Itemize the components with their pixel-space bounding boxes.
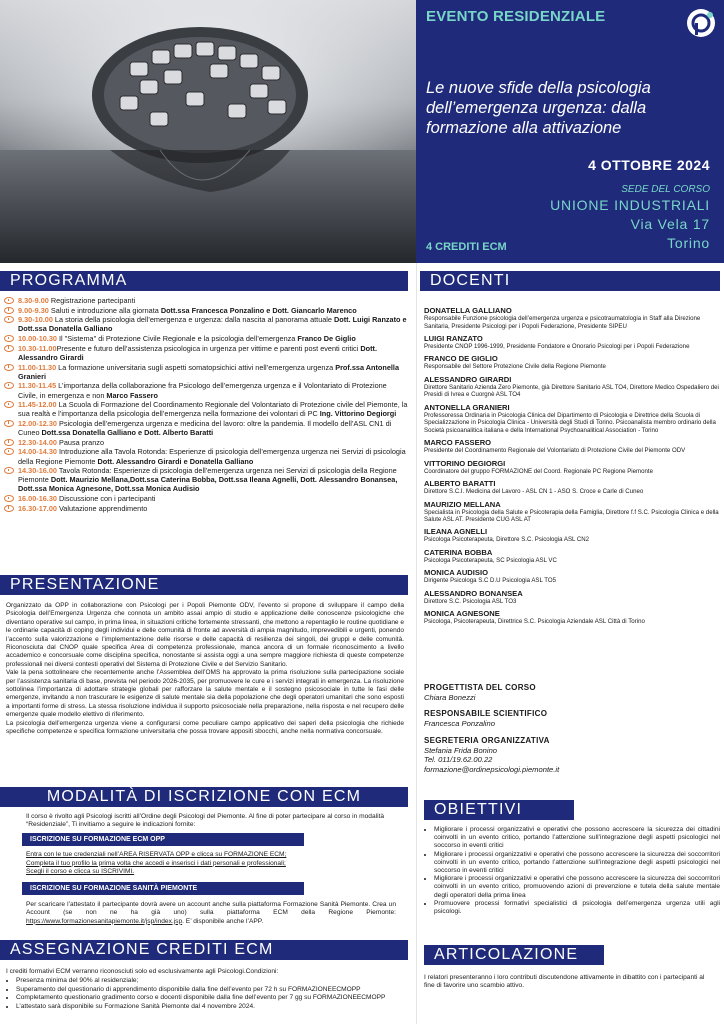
sanita-text: Per scaricare l’attestato il partecipante dovrà avere un account anche sulla piattaforma Formazione Sanità Piemonte. Crea un Account (se non ne ha già uno) sulla piattaforma ECM della Regione Piemonte: (26, 901, 396, 917)
programma-text (18, 504, 147, 513)
docente-entry (424, 306, 720, 330)
docente-role: Coordinatore del gruppo FORMAZIONE del Coord. Regionale PC Regione Piemonte (424, 467, 653, 475)
programma-topic: Pausa pranzo (56, 437, 105, 447)
progettista-name: Chiara Bonezzi (424, 693, 476, 702)
programma-text (18, 466, 408, 493)
docente-entry (424, 609, 720, 626)
programma-text (18, 419, 408, 437)
venue-city: Torino (667, 235, 710, 251)
docenti-heading: DOCENTI (420, 271, 720, 291)
programma-item (4, 296, 408, 305)
programma-item (4, 363, 408, 381)
programma-text (18, 306, 357, 315)
programma-text (18, 381, 408, 399)
programma-time: 16.00-16.30 (18, 494, 57, 504)
programma-item (4, 400, 408, 418)
docente-name: ALESSANDRO GIRARDI (424, 374, 512, 384)
programma-item (4, 447, 408, 465)
programma-time: 12.30-14.00 (18, 437, 57, 447)
programma-item (4, 494, 408, 503)
programma-item (4, 438, 408, 447)
docente-name: MONICA AUDISIO (424, 568, 488, 578)
hero-image (0, 0, 416, 263)
responsabile-label: RESPONSABILE SCIENTIFICO (424, 709, 548, 719)
hero-panel (416, 0, 724, 263)
programma-topic: La Scuola di Formazione del Coordinamento Regionale del Volontariato di Protezione civile del Piemonte, la sua realtà e l’importanza della psicologia dell’emergenza nella formazione dei volontari di PC (18, 400, 408, 419)
programma-topic: Introduzione alla Tavola Rotonda: Esperienze di psicologia dell’emergenza urgenza nei Servizi di psicologia della Regione Piemonte (18, 447, 406, 466)
docente-name: VITTORINO DEGIORGI (424, 458, 506, 468)
docente-role: Specialista in Psicologia della Salute e Psicoterapia della Famiglia, Direttore f.f S.C. Psicologia Clinica e della Salute ASL AT. Presidente CUG ASL AT (424, 508, 719, 524)
programma-text (18, 363, 408, 381)
clock-icon (4, 382, 14, 389)
docente-role: Presidente CNOP 1996-1999, Presidente Fondatore e Onorario Psicologi per i Popoli Federazione (424, 342, 690, 350)
programma-time: 10.00-10.30 (18, 334, 57, 344)
clock-icon (4, 439, 14, 446)
programma-speakers: Franco De Giglio (297, 334, 356, 344)
clock-icon (4, 420, 14, 427)
programma-topic: Presente e futuro dell’assistenza psicologica in urgenza per vittime e parenti post eventi critici (56, 343, 361, 353)
programma-topic: La storia della psicologia dell’emergenza e urgenza: dalla nascita al panorama attuale (52, 315, 335, 325)
docente-name: ALBERTO BARATTI (424, 479, 496, 489)
programma-text (18, 315, 408, 333)
docente-entry (424, 568, 720, 585)
programma-topic: Discussione con i partecipanti (56, 494, 156, 504)
programma-item (4, 466, 408, 493)
programma-time: 14.00-14.30 (18, 447, 57, 457)
programma-speakers: Dott. Luigi Ranzato e Dott.ssa Donatella Galliano (18, 315, 407, 334)
programma-time: 11.45-12.00 (18, 400, 57, 410)
programma-topic: Registrazione partecipanti (48, 296, 136, 305)
clock-icon (4, 307, 14, 314)
programma-topic: L’importanza della collaborazione fra Psicologo dell’emergenza urgenza e il Volontariato di Protezione Civile, in emergenza e non (18, 381, 387, 400)
docente-entry (424, 438, 720, 455)
docente-role: Psicologa, Psicoterapeuta, Direttrice S.C. Psicologia Aziendale ASL Città di Torino (424, 618, 645, 626)
docenti-list (424, 306, 720, 629)
programma-speakers: Dott. Alessandro Girardi (18, 343, 377, 362)
docente-entry (424, 334, 720, 351)
docente-role: Professoressa Ordinaria in Psicologia Clinica del Dipartimento di Psicologia e Direttrice della Scuola di Specializzazione in Psicologia Clinica - Università degli Studi di Torino. Psicoanalista membro ordinario della Società psicoanalitica italiana e della International Psychoanalitical Association - Torino (424, 411, 716, 434)
programma-speakers: Dott.ssa Donatella Galliano e Dott. Alberto Baratti (41, 428, 214, 438)
opp-step-link[interactable]: Entra con le tue credenziali nell’AREA RISERVATA OPP e clicca su FORMAZIONE ECM; (26, 851, 287, 858)
credits-label: 4 CREDITI ECM (426, 241, 507, 253)
programma-speakers: Marco Fassero (106, 390, 158, 400)
docente-role: Presidente del Coordinamento Regionale del Volontariato di Protezione Civile del Piemonte ODV (424, 447, 686, 455)
docente-role: Responsabile del Settore Protezione Civile della Regione Piemonte (424, 363, 606, 371)
clock-icon (4, 401, 14, 408)
docente-name: CATERINA BOBBA (424, 547, 493, 557)
segreteria-name: Stefania Frida Bonino (424, 745, 498, 755)
opp-logo-icon (686, 8, 716, 38)
docente-role: Direttore S.C.I. Medicina del Lavoro - ASL CN 1 - ASO S. Croce e Carle di Cuneo (424, 488, 644, 496)
opp-registration-bar: ISCRIZIONE SU FORMAZIONE ECM OPP (22, 833, 304, 846)
obiettivo-item: • Migliorare i processi organizzativi e operativi che possono accrescere la sicurezza dei soccorritori coinvolti in un evento critico, portando l’attenzione sull’integrazione degli aspetti psicologici nel soccorso in eventi critici (434, 851, 720, 876)
programma-time: 9.30-10.00 (18, 315, 53, 325)
docente-entry (424, 527, 720, 544)
obiettivi-heading: OBIETTIVI (424, 800, 574, 820)
programma-item (4, 344, 408, 362)
articolazione-heading: ARTICOLAZIONE (424, 945, 604, 965)
crediti-intro: I crediti formativi ECM verranno riconosciuti solo ed esclusivamente agli Psicologi.Condizioni: (6, 968, 279, 975)
programma-time: 14.30-16.00 (18, 466, 57, 476)
docente-entry (424, 403, 720, 435)
opp-step-link[interactable]: Completa il tuo profilo la prima volta che accedi e inserisci i dati personali e professionali; (26, 859, 286, 867)
programma-time: 11.00-11.30 (18, 362, 57, 372)
presentazione-paragraph: La psicologia dell’emergenza urgenza viene a configurarsi come peculiare campo applicativo dei saperi della psicologia che richiede specifiche competenze e specifica formazione universitaria che possa trovare appositi sbocchi, anche nella normativa concorsuale. (6, 719, 404, 736)
programma-text (18, 334, 356, 343)
programma-text (18, 438, 104, 447)
clock-icon (4, 297, 14, 304)
segreteria-label: SEGRETERIA ORGANIZZATIVA (424, 735, 550, 745)
programma-heading: PROGRAMMA (0, 271, 408, 291)
clock-icon (4, 335, 14, 342)
programma-item (4, 334, 408, 343)
presentazione-heading: PRESENTAZIONE (0, 575, 408, 595)
presentazione-paragraph: Organizzato da OPP in collaborazione con Psicologi per i Popoli Piemonte ODV, l’evento si propone di sviluppare il campo della Psicologia dell’Emergenza Urgenza che connota un ambito assai ampio di studio e applicazione delle conoscenze psicologiche che diventano operative sul campo, in prima linea, in situazioni critiche fortemente stressanti, che mettono a repentaglio le routine quotidiane e le ordinarie capacità di coping degli individui e delle comunità di fronte ad avversità di ampia magnitudo, imprevedibili e urgenti, ponendo l’accento sulla valorizzazione e l’implementazione delle risorse e delle capacità di resilienza dei singoli, dei gruppi e delle comunità. Riconosciuta dal CNOP quale specifica Area di competenza professionale, manca ancora di un formale riconoscimento a livello accademico e concorsuale come disciplina specifica, nonostante si assista oggi a una sempre maggiore richiesta di queste competenze professionali nei diversi contesti operativi del Sistema di Protezione Civile e del Servizio Sanitario. (6, 602, 404, 668)
docente-entry (424, 459, 720, 476)
docente-name: ANTONELLA GRANIERI (424, 402, 510, 412)
column-divider (416, 263, 417, 1024)
docente-entry (424, 354, 720, 371)
programma-topic: Il "Sistema" di Protezione Civile Regionale e la psicologia dell’emergenza (56, 334, 298, 344)
venue-street: Via Vela 17 (630, 216, 710, 232)
event-type-label: EVENTO RESIDENZIALE (426, 8, 606, 25)
programma-topic: La formazione universitaria sugli aspetti somatopsichici attivi nell’emergenza urgenza (56, 362, 336, 372)
docente-role: Dirigente Psicologa S.C D.U Psicologia ASL TO5 (424, 577, 556, 585)
programma-text (18, 344, 408, 362)
staff-block (424, 683, 720, 774)
crediti-condition: • Completamento questionario gradimento corso e docenti disponibile dalla fine dell’evento per 7 gg su FORMAZIONEECMOPP (16, 994, 404, 1002)
opp-step-link[interactable]: Scegli il corso e clicca su ISCRIVIMI. (26, 868, 135, 876)
obiettivi-list (424, 826, 720, 916)
venue-label: SEDE DEL CORSO (621, 184, 710, 195)
docente-role: Psicologa Psicoterapeuta, SC Psicologia ASL VC (424, 556, 557, 564)
docente-name: FRANCO DE GIGLIO (424, 354, 498, 364)
crediti-conditions (16, 977, 404, 1011)
programma-topic: Psicologia dell’emergenza urgenza e medicina del lavoro: oltre la pandemia. Il modello dell’ASL CN1 di Cuneo (18, 418, 392, 438)
programma-text (18, 400, 408, 418)
docente-name: MARCO FASSERO (424, 438, 492, 448)
docente-entry (424, 500, 720, 524)
docente-role: Direttore S.C. Psicologia ASL TO3 (424, 597, 517, 605)
docente-entry (424, 589, 720, 606)
programma-speakers: Dott.ssa Francesca Ponzalino e Dott. Giancarlo Marenco (160, 305, 357, 315)
docente-entry (424, 548, 720, 565)
programma-topic: Valutazione apprendimento (56, 503, 148, 513)
programma-list (4, 296, 408, 513)
responsabile-name: Francesca Ponzalino (424, 719, 495, 729)
programma-time: 16.30-17.00 (18, 503, 57, 513)
clock-icon (4, 345, 14, 352)
programma-time: 8.30-9.00 (18, 296, 49, 305)
clock-icon (4, 505, 14, 512)
clock-icon (4, 448, 14, 455)
programma-time: 11.30-11.45 (18, 381, 57, 391)
sanita-instructions (26, 901, 396, 926)
docente-name: ILEANA AGNELLI (424, 527, 488, 537)
docente-name: LUIGI RANZATO (424, 333, 483, 343)
obiettivo-item: • Migliorare i processi organizzativi e operativi che possono accrescere la sicurezza dei soccorritori coinvolti in un evento critico, promuovendo azioni di prevenzione e tutela della salute mentale degli operatori della prima linea (434, 875, 720, 900)
crediti-condition: • Superamento del questionario di apprendimento disponibile dalla fine dell’evento per 72 h su FORMAZIONEECMOPP (16, 986, 404, 994)
programma-item (4, 381, 408, 399)
presentazione-paragraph: Vale la pena sottolineare che recentemente anche l’Assemblea dell’OMS ha approvato la prima risoluzione sulla partecipazione sociale per l’assistenza sanitaria di base, prevista nel periodo 2026-2035, per promuovere le cure e i servizi integrati in emergenza. La risoluzione sottolinea l’importanza di adottare strategie globali per rafforzare la salute mentale e il sostegno psicosociale in tutte le fasi delle emergenze, invitando a non trascurare le esigenze di salute mentale sia della popolazione che degli operatori umanitari che sono esposti a importanti forme di stress. La stessa risoluzione individua il supporto psicosociale nella preparazione, nella risposta e nel recupero delle emergenze quale modello elettivo di riferimento. (6, 669, 404, 719)
programma-item (4, 504, 408, 513)
crediti-condition: • L’attestato sarà disponibile su Formazione Sanità Piemonte dal 4 novembre 2024. (16, 1003, 404, 1011)
programma-item (4, 419, 408, 437)
programma-speakers: Ing. Vittorino Degiorgi (319, 409, 397, 419)
clock-icon (4, 364, 14, 371)
segreteria-email[interactable]: formazione@ordinepsicologi.piemonte.it (424, 764, 560, 774)
obiettivo-item: • Promuovere processi formativi specialistici di psicologia dell’emergenza urgenza utili agli psicologi. (434, 900, 720, 916)
programma-item (4, 315, 408, 333)
articolazione-text: I relatori presenteranno i loro contributi discutendone attivamente in dibattito con i partecipanti al fine di favorire uno scambio attivo. (424, 974, 705, 990)
clock-icon (4, 495, 14, 502)
brain-puzzle-illustration (0, 0, 416, 263)
programma-text (18, 447, 408, 465)
sanita-tail: . E’ disponibile anche l’APP. (182, 917, 264, 925)
modalita-heading: MODALITÀ DI ISCRIZIONE CON ECM (0, 787, 408, 807)
programma-time: 10.30-11.00 (18, 343, 57, 353)
presentazione-body (6, 602, 404, 737)
docente-entry (424, 479, 720, 496)
event-date: 4 OTTOBRE 2024 (588, 157, 710, 173)
programma-speakers: Dott. Maurizio Mellana,Dott.ssa Caterina Bobba, Dott.ssa Ileana Agnelli, Dott. Alessandro Bonansea, Dott.ssa Monica Agnesone, Dott.ssa Monica Audisio (18, 475, 398, 494)
docente-name: DONATELLA GALLIANO (424, 306, 512, 315)
modalita-intro: Il corso è rivolto agli Psicologi iscritti all’Ordine degli Psicologi del Piemonte. Al fine di poter partecipare al corso in modalità “Residenziale”, Ti invitiamo a seguire le indicazioni fornite: (26, 813, 385, 829)
sanita-registration-bar: ISCRIZIONE SU FORMAZIONE SANITÀ PIEMONTE (22, 882, 304, 895)
docente-entry (424, 375, 720, 399)
clock-icon (4, 316, 14, 323)
programma-text (18, 296, 135, 305)
docente-role: Responsabile Funzione psicologia dell’emergenza urgenza e psicotraumatologia in Staff alla Direzione Sanitaria, Presidente Psicologi per i Popoli Federazione, Presidente SIPEU (424, 315, 701, 330)
docente-name: ALESSANDRO BONANSEA (424, 588, 523, 598)
sanita-link[interactable]: https://www.formazionesanitapiemonte.it/jsp/index.jsp (26, 917, 183, 925)
programma-speakers: Prof.ssa Antonella Granieri (18, 362, 399, 381)
programma-topic: Saluti e introduzione alla giornata (48, 305, 161, 315)
programma-time: 9.00-9.30 (18, 305, 49, 315)
docente-name: MAURIZIO MELLANA (424, 499, 501, 509)
event-title: Le nuove sfide della psicologia dell’emergenza urgenza: dalla formazione alla attivazione (426, 79, 651, 137)
progettista-label: PROGETTISTA DEL CORSO (424, 683, 536, 692)
crediti-body (6, 968, 404, 1011)
programma-text (18, 494, 156, 503)
docente-role: Psicologa Psicoterapeuta, Direttore S.C. Psicologia ASL CN2 (424, 536, 590, 544)
docente-name: MONICA AGNESONE (424, 609, 500, 619)
segreteria-phone: Tel. 011/19.62.00.22 (424, 755, 493, 765)
programma-time: 12.00-12.30 (18, 418, 57, 428)
crediti-heading: ASSEGNAZIONE CREDITI ECM (0, 940, 408, 960)
programma-item (4, 306, 408, 315)
clock-icon (4, 467, 14, 474)
programma-topic: Tavola Rotonda: Esperienze di psicologia dell’emergenza urgenza nei Servizi di psicologia della Regione Piemonte (18, 466, 397, 485)
obiettivo-item: • Migliorare i processi organizzativi e operativi che possono accrescere la sicurezza dei cittadini coinvolti in un evento critico, portando l’attenzione sull’integrazione degli aspetti psicologici nel soccorso in eventi critici (434, 826, 720, 851)
venue-name: UNIONE INDUSTRIALI (550, 197, 710, 213)
crediti-condition: • Presenza minima del 90% al residenziale; (16, 977, 404, 985)
programma-speakers: Dott. Alessandro Girardi e Donatella Galliano (97, 456, 254, 466)
docente-role: Direttore Sanitario Azienda Zero Piemonte, già Direttore Sanitario ASL TO4, Direttore Medico Ospedaliero dei Presidi di Ivrea e Cuorgnè ASL TO4 (424, 383, 719, 399)
opp-steps (26, 851, 396, 877)
